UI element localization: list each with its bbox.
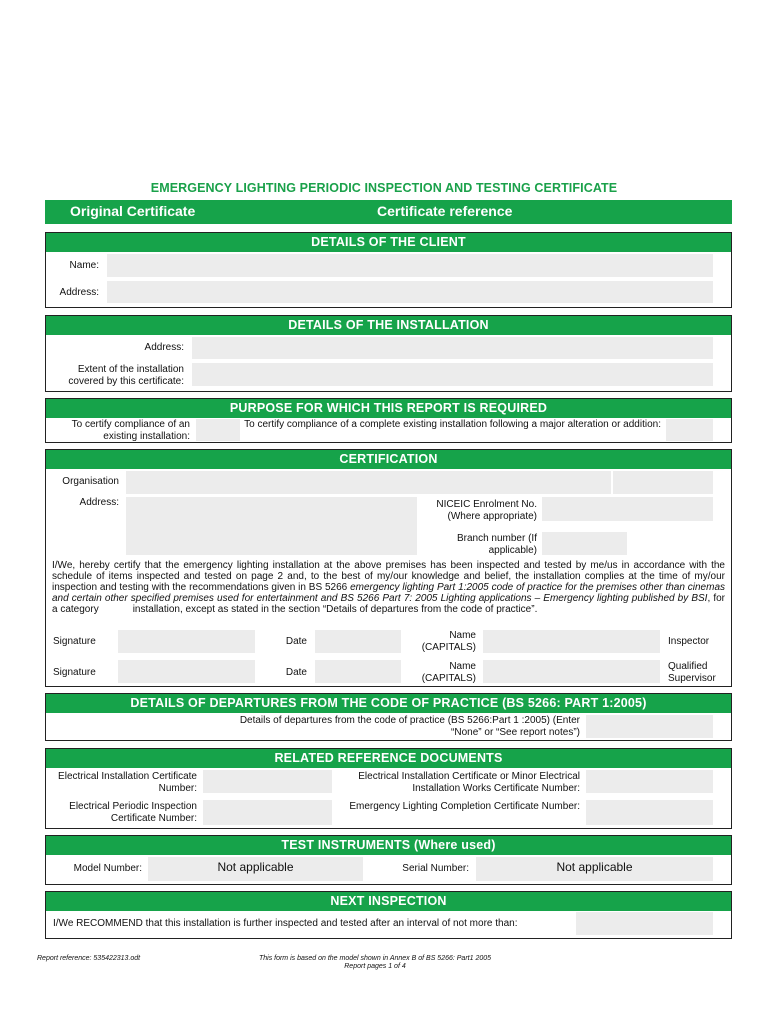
original-certificate-label: Original Certificate	[70, 203, 196, 219]
next-inspection-label: I/We RECOMMEND that this installation is further inspected and tested after an interval of not more than:	[53, 918, 518, 929]
installation-extent-field[interactable]	[192, 363, 713, 386]
installation-section	[45, 315, 732, 392]
supervisor-date-label: Date	[285, 667, 307, 678]
purpose-alteration-checkbox[interactable]	[666, 419, 713, 441]
client-name-field[interactable]	[107, 254, 713, 277]
niceic-field[interactable]	[542, 497, 713, 521]
certification-address-label: Address:	[79, 497, 119, 508]
client-header: DETAILS OF THE CLIENT	[46, 233, 731, 252]
inspector-signature-field[interactable]	[118, 630, 255, 653]
inspector-name-label: Name (CAPITALS)	[421, 630, 476, 653]
departures-label: Details of departures from the code of practice (BS 5266:Part 1 :2005) (Enter “None” or “See report notes”)	[239, 715, 580, 738]
branch-field[interactable]	[542, 532, 627, 555]
organisation-label: Organisation	[62, 476, 119, 487]
purpose-alteration-label: To certify compliance of a complete existing installation following a major alteration or addition:	[244, 419, 661, 430]
client-address-label: Address:	[59, 287, 99, 298]
installation-address-field[interactable]	[192, 337, 713, 359]
client-section	[45, 232, 732, 308]
supervisor-date-field[interactable]	[315, 660, 401, 683]
installation-address-label: Address:	[144, 342, 184, 353]
departures-header: DETAILS OF DEPARTURES FROM THE CODE OF PRACTICE (BS 5266: PART 1:2005)	[46, 694, 731, 713]
eic-minor-field[interactable]	[586, 770, 713, 793]
client-address-field[interactable]	[107, 281, 713, 303]
footer-report-reference: Report reference: 535422313.odt	[37, 955, 141, 962]
purpose-existing-checkbox[interactable]	[196, 419, 240, 441]
eic-label: Electrical Installation Certificate Number:	[58, 771, 197, 794]
instruments-section	[45, 835, 732, 885]
inspector-role-label: Inspector	[668, 636, 710, 647]
supervisor-name-label: Name (CAPITALS)	[421, 661, 476, 684]
footer-pages: Report pages 1 of 4	[344, 963, 406, 970]
installation-header: DETAILS OF THE INSTALLATION	[46, 316, 731, 335]
certification-address-field[interactable]	[126, 497, 417, 555]
epic-label: Electrical Periodic Inspection Certificate Number:	[69, 801, 197, 824]
epic-field[interactable]	[203, 800, 332, 825]
eic-minor-label: Electrical Installation Certificate or Minor Electrical Installation Works Certificate Number:	[358, 771, 580, 794]
departures-section	[45, 693, 732, 741]
client-name-label: Name:	[69, 260, 99, 271]
certificate-title: EMERGENCY LIGHTING PERIODIC INSPECTION AND TESTING CERTIFICATE	[150, 181, 618, 195]
serial-number-label: Serial Number:	[402, 863, 469, 874]
branch-label: Branch number (If applicable)	[456, 533, 537, 556]
certificate-top-bar	[45, 200, 732, 224]
inspector-name-field[interactable]	[483, 630, 660, 653]
supervisor-signature-field[interactable]	[118, 660, 255, 683]
supervisor-role-label: Qualified Supervisor	[668, 661, 716, 684]
next-inspection-section	[45, 891, 732, 939]
certification-header: CERTIFICATION	[46, 450, 731, 469]
supervisor-signature-label: Signature	[53, 667, 96, 678]
model-number-value: Not applicable	[217, 860, 294, 874]
purpose-section	[45, 398, 732, 443]
departures-field[interactable]	[586, 715, 713, 738]
footer-basis: This form is based on the model shown in Annex B of BS 5266: Part1 2005	[258, 955, 492, 962]
next-inspection-field[interactable]	[576, 912, 713, 935]
niceic-label: NICEIC Enrolment No. (Where appropriate)	[436, 499, 537, 522]
serial-number-value: Not applicable	[556, 860, 633, 874]
organisation-field[interactable]	[126, 471, 611, 494]
next-inspection-header: NEXT INSPECTION	[46, 892, 731, 911]
references-section	[45, 748, 732, 829]
model-number-label: Model Number:	[73, 863, 142, 874]
supervisor-name-field[interactable]	[483, 660, 660, 683]
inspector-date-field[interactable]	[315, 630, 401, 653]
inspector-date-label: Date	[285, 636, 307, 647]
instruments-header: TEST INSTRUMENTS (Where used)	[46, 836, 731, 855]
references-header: RELATED REFERENCE DOCUMENTS	[46, 749, 731, 768]
purpose-header: PURPOSE FOR WHICH THIS REPORT IS REQUIRED	[46, 399, 731, 418]
inspector-signature-label: Signature	[53, 636, 96, 647]
eic-field[interactable]	[203, 770, 332, 793]
purpose-existing-label: To certify compliance of an existing installation:	[71, 419, 190, 442]
installation-extent-label: Extent of the installation covered by this certificate:	[68, 364, 184, 387]
organisation-extra-field[interactable]	[613, 471, 713, 494]
certificate-reference-label: Certificate reference	[377, 203, 513, 219]
elcc-label: Emergency Lighting Completion Certificate Number:	[349, 801, 580, 812]
certification-section	[45, 449, 732, 687]
certification-statement: I/We, hereby certify that the emergency lighting installation at the above premises has been inspected and tested by me/us in accordance with the schedule of items inspected and tested on page 2 and, to the best of my/our knowledge and belief, the installation complies at the time of my/our inspection and testing with the recommendations given in BS 5266 emergency lighting Part 1:2005 code of practice for the premises other than cinemas and certain other specified premises used for entertainment and BS 5266 Part 7: 2005 Lighting applications – Emergency lighting published by BSI, for a category installation, except as stated in the section “Details of departures from the code of practice”.	[52, 560, 726, 615]
elcc-field[interactable]	[586, 800, 713, 825]
